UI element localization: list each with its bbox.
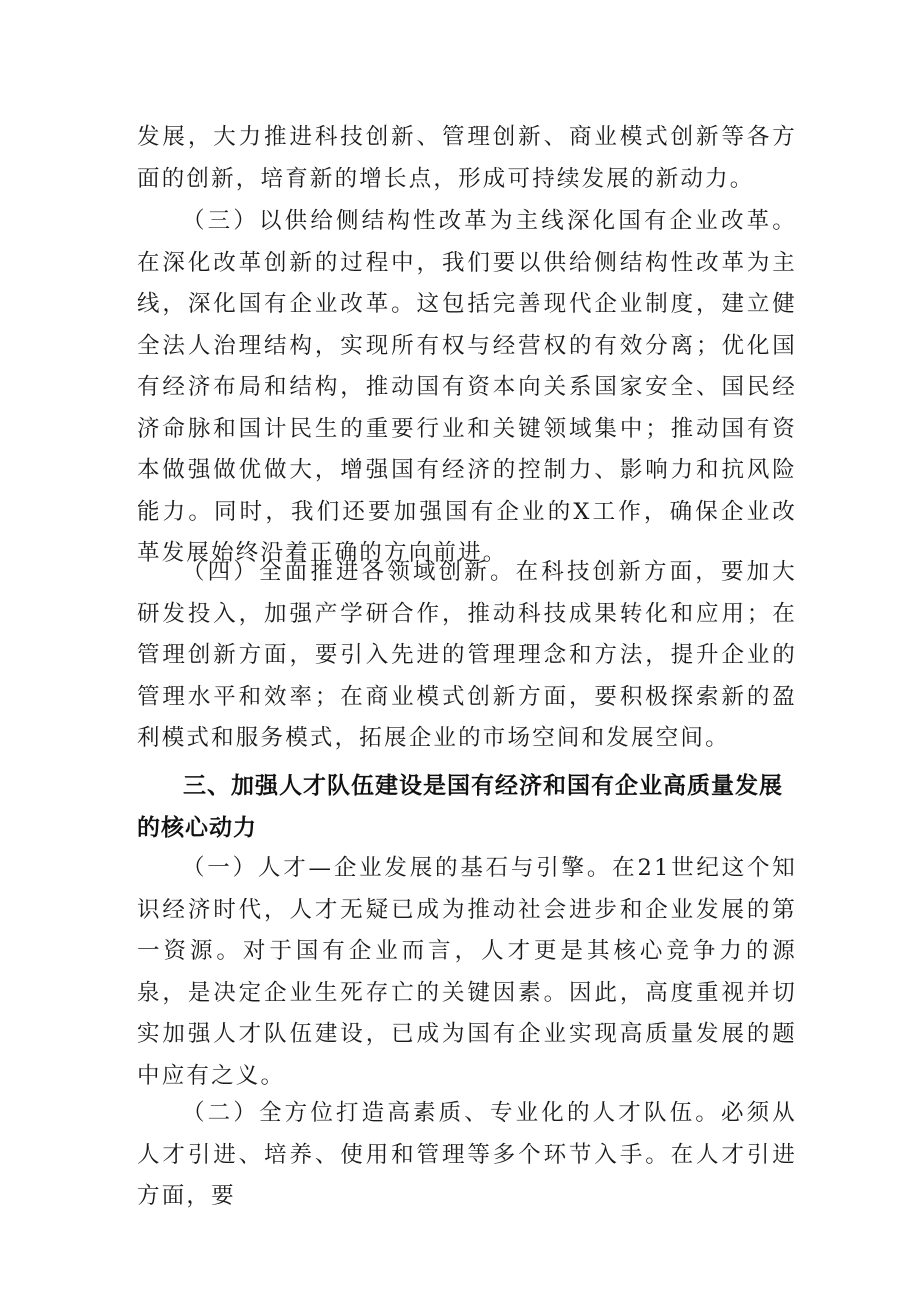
section-heading-talent: 三、加强人才队伍建设是国有经济和国有企业高质量发展的核心动力 (137, 773, 783, 841)
paragraph-talent-cornerstone: （一）人才—企业发展的基石与引擎。在21世纪这个知识经济时代，人才无疑已成为推动社会进步和企业发展的第一资源。对于国有企业而言，人才更是其核心竞争力的源泉，是决定企业生死存亡的关键因素。因此，高度重视并切实加强人才队伍建设，已成为国有企业实现高质量发展的题中应有之义。 (137, 855, 797, 1089)
paragraph-continuation: 发展，大力推进科技创新、管理创新、商业模式创新等各方面的创新，培育新的增长点，形成可持续发展的新动力。 (137, 124, 797, 192)
paragraph-reform-mainline: （三）以供给侧结构性改革为主线深化国有企业改革。在深化改革创新的过程中，我们要以供给侧结构性改革为主线，深化国有企业改革。这包括完善现代企业制度，建立健全法人治理结构，实现所有权与经营权的有效分离；优化国有经济布局和结构，推动国有资本向关系国家安全、国民经济命脉和国计民生的重要行业和关键领域集中；推动国有资本做强做优做大，增强国有经济的控制力、影响力和抗风险能力。同时，我们还要加强国有企业的X工作，确保企业改革发展始终沿着正确的方向前进。 (137, 208, 797, 566)
paragraph-talent-team: （二）全方位打造高素质、专业化的人才队伍。必须从人才引进、培养、使用和管理等多个环节入手。在人才引进方面，要 (137, 1100, 797, 1209)
paragraph-innovation: （四）全面推进各领域创新。在科技创新方面，要加大研发投入，加强产学研合作，推动科技成果转化和应用；在管理创新方面，要引入先进的管理理念和方法，提升企业的管理水平和效率；在商业模式创新方面，要积极探索新的盈利模式和服务模式，拓展企业的市场空间和发展空间。 (137, 559, 797, 751)
